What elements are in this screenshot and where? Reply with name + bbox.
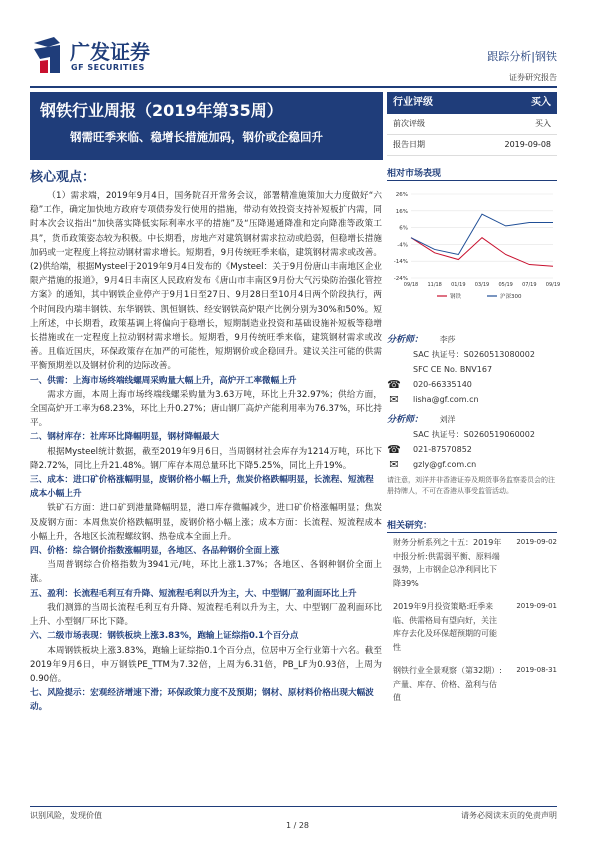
y-tick-label: 16% [395,208,408,215]
series-line-hs300 [411,214,553,254]
analyst-cert: SAC 执证号：S0260513080002 [413,350,535,359]
footer-divider [30,806,557,807]
related-item[interactable] [393,536,557,590]
section-heading: 三、成本：进口矿价格涨幅明显，废钢价格小幅上升，焦炭价格跌幅明显，长流程、短流程成本小幅上升 [30,475,374,500]
header-divider [30,86,557,88]
body-paragraph: （1）需求端，2019年9月4日，国务院召开常务会议，部署精准施策加大力度做好“六稳”工作，确定加快地方政府专项债券发行使用的措施，带动有效投资支持补短板扩内需，同时本次会议指出“加快落实降低实际利率水平的措施”及“压降遏通降准和定向降准等政策工具”，货币政策姿态较为积极。中长期看，房地产对建筑钢材需求拉动或趋弱，但稳增长措施加码或一定程度上将拉动钢材需求增长。短期看，9月传统旺季来临，建筑钢材需求或改善。(2)供给端，根据Mysteel于2019年9月4日发布的《Mysteel：关于9月份唐山丰南地区企业限产措施的报道》，9月4日丰南区人民政府发布《唐山市丰南区9月份大气污染防治强化管控方案》的通知，其中钢铁企业停产于9月1日至27日、9月28日至10月4日两个阶段执行，两个时间段内瑞丰钢铁、东华钢铁、凯恒钢铁、经安钢铁高炉限产比例分别为30%和50%。短上所述，中长期看，政策基调上将偏向于稳增长，短期制造业投资和基础设施补短板等稳增长措施或在一定程度上拉动钢材需求增长。短期看，9月传统旺季来临，建筑钢材需求或改善。且临近国庆，环保政策存在加严的可能性，短期钢价或企稳回升。建议关注可能的供需平衡预期差以及钢材价利的边际改善。 [30,191,382,372]
analyst-name: 刘洋 [439,415,456,424]
prev-rating-row [387,114,557,135]
market-chart-svg [387,186,561,306]
y-tick-label: 26% [395,192,408,198]
y-tick-label: -14% [393,259,408,266]
related-text: 2019年9月投资策略:旺季来临、供需格局有望向好，关注库存去化及环保超预期的可能性 [393,602,497,652]
section-heading: 二、钢材库存：社库环比降幅明显，钢材降幅最大 [30,432,220,443]
core-title: 核心观点： [30,170,96,185]
x-tick-label: 09/18 [403,282,419,288]
logo-sub: GF SECURITIES [71,63,145,72]
analyst-role: 分析师： [387,335,424,345]
related-divider [387,532,557,533]
analyst-2 [387,412,535,472]
x-tick-label: 11/18 [427,282,442,288]
analyst-email[interactable]: gzly@gf.com.cn [413,460,477,469]
email-icon: ✉ [389,458,399,471]
footer-disclaimer[interactable]: 请务必阅读末页的免责声明 [461,811,557,820]
market-chart [387,186,561,306]
analyst-name: 李莎 [439,335,456,344]
related-text: 财务分析系列之十五：2019年中报分析:供需弱平衡、原料端强势，上市钢企总净利同比下降39% [393,538,502,588]
report-date-row [387,135,557,156]
section-heading: 四、价格：综合钢价指数涨幅明显，各地区、各品种钢价全面上涨 [30,546,280,557]
main-content [30,166,382,715]
logo-name: 广发证券 [70,40,150,64]
related-title: 相关研究： [387,521,433,531]
series-line-steel [411,238,553,267]
legend-label: 钢铁 [450,294,462,300]
x-tick-label: 09/19 [545,282,561,288]
section-heading: 五、盈利：长流程毛利互有升降、短流程毛利以升为主，大、中型钢厂盈利面环比上升 [30,588,357,599]
y-tick-label: -4% [397,242,408,249]
prev-rating-value: 买入 [535,119,551,128]
related-item[interactable] [393,664,557,705]
related-date: 2019-09-01 [516,602,557,610]
report-date-value: 2019-09-08 [504,140,551,149]
report-date-label: 报告日期 [393,140,425,149]
phone-icon: ☎ [387,378,401,391]
analyst-phone: 020-66335140 [413,380,472,389]
x-tick-label: 05/19 [498,282,513,288]
report-title: 钢铁行业周报（2019年第35周） [40,101,283,120]
analyst-role: 分析师： [387,415,424,425]
email-icon: ✉ [389,393,399,406]
related-date: 2019-08-31 [516,666,557,674]
footer-slogan: 识别风险，发现价值 [30,811,102,820]
gf-logo [30,33,180,83]
report-subtitle: 钢需旺季来临、稳增长措施加码，钢价或企稳回升 [70,130,323,144]
rating-header [387,92,557,114]
related-date: 2019-09-02 [516,538,557,546]
rating-value: 买入 [531,97,551,108]
analyst-cert2: SFC CE No. BNV167 [413,365,493,374]
related-item[interactable] [393,600,557,654]
title-banner [30,92,383,160]
prev-rating-label: 前次评级 [393,119,425,128]
y-tick-label: 6% [399,225,408,232]
x-tick-label: 07/19 [522,282,537,288]
x-tick-label: 03/19 [474,282,490,288]
x-tick-label: 01/19 [451,282,466,288]
body-paragraph: 当周普钢综合价格指数为3941元/吨，环比上涨1.37%；各地区、各钢种钢价全面上涨。 [30,560,382,585]
analyst-email[interactable]: lisha@gf.com.cn [413,395,479,404]
rating-label: 行业评级 [393,97,433,108]
related-text: 钢铁行业全景观察（第32期）:产量、库存、价格、盈利与估值 [393,666,502,702]
body-paragraph: 铁矿石方面：进口矿到港量降幅明显，港口库存微幅减少，进口矿价格涨幅明显；焦炭及废钢方面：本周焦炭价格跌幅明显，废钢价格小幅上涨；成本方面：长流程、短流程成本小幅上升，各地区长流程螺纹钢、热卷成本全面上升。 [30,503,382,542]
analyst-phone: 021-87570852 [413,445,472,454]
section-heading: 六、二级市场表现：钢铁板块上涨3.83%，跑输上证综指0.1个百分点 [30,631,299,642]
analyst-cert: SAC 执证号：S0260519060002 [413,430,535,439]
section-heading: 七、风险提示：宏观经济增速下滑；环保政策力度不及预期；钢材、原材料价格出现大幅波动。 [30,688,374,713]
legend-label: 沪深300 [500,294,522,300]
y-tick-label: -24% [393,276,408,282]
body-paragraph: 根据Mysteel统计数据，截至2019年9月6日，当周钢材社会库存为1214万吨，环比下降2.72%，同比上升21.48%。钢厂库存本周总量环比下降5.25%，同比上升19%。 [30,446,382,471]
report-category: 跟踪分析|钢铁 [487,50,557,63]
body-paragraph: 需求方面，本周上海市场终端线螺采购量为3.63万吨，环比上升32.97%；供给方面，全国高炉开工率为68.23%，环比上升0.27%；唐山钢厂高炉产能利用率为76.37%，环比持平。 [30,389,382,429]
market-title: 相对市场表现 [387,169,442,179]
analyst-1 [387,332,535,407]
phone-icon: ☎ [387,443,401,456]
rating-box [387,92,557,156]
body-paragraph: 我们测算的当周长流程毛利互有升降、短流程毛利以升为主，大、中型钢厂盈利面环比上升、小型钢厂环比下降。 [30,602,382,628]
body-paragraph: 本周钢铁板块上涨3.83%，跑输上证综指0.1个百分点，位居申万全行业第十六名。截至2019年9月6日，申万钢铁PE_TTM为7.32倍，上周为6.31倍，PB_LF为0.93倍，上周为0.90倍。 [30,645,382,684]
header-right [487,48,557,83]
market-divider [387,180,557,181]
analyst-note: 请注意，刘洋并非香港证券及期货事务监察委员会的注册持牌人，不可在香港从事受监管活动。 [387,476,555,495]
section-heading: 一、供需：上海市场终端线螺周采购量大幅上升，高炉开工率微幅上升 [30,375,297,386]
page-number: 1 / 28 [285,821,310,830]
report-type: 证券研究报告 [509,73,557,82]
body-blocks [30,189,382,715]
